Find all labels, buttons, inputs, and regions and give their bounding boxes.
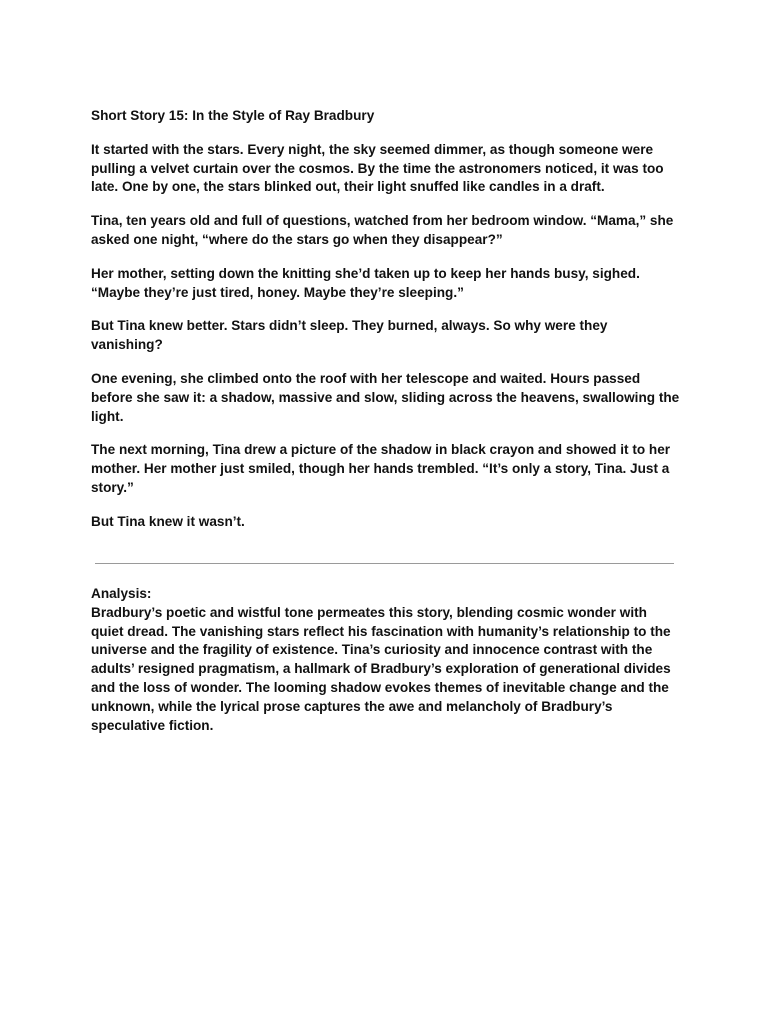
analysis-body: Bradbury’s poetic and wistful tone permeates this story, blending cosmic wonder with quiet dread. The vanishing stars reflect his fascination with humanity’s relationship to the universe and the fragility of existence. Tina’s curiosity and innocence contrast with the adults’ resigned pragmatism, a hallmark of Bradbury’s exploration of generational divides and the loss of wonder. The looming shadow evokes themes of inevitable change and the unknown, while the lyrical prose captures the awe and melancholy of Bradbury’s speculative fiction. — [91, 604, 671, 733]
story-paragraph: It started with the stars. Every night, the sky seemed dimmer, as though someone were pulling a velvet curtain over the cosmos. By the time the astronomers noticed, it was too late. One by one, the stars blinked out, their light snuffed like candles in a draft. — [91, 141, 664, 195]
analysis-section — [91, 585, 681, 735]
story-paragraph: One evening, she climbed onto the roof with her telescope and waited. Hours passed before she saw it: a shadow, massive and slow, sliding across the heavens, swallowing the light. — [91, 370, 680, 424]
story-paragraph: The next morning, Tina drew a picture of the shadow in black crayon and showed it to her mother. Her mother just smiled, though her hands trembled. “It’s only a story, Tina. Just a story.” — [91, 442, 671, 495]
analysis-heading: Analysis: — [91, 586, 152, 601]
story-paragraph: Her mother, setting down the knitting she’d taken up to keep her hands busy, sighed. “Maybe they’re just tired, honey. Maybe they’re sleeping.” — [91, 265, 640, 300]
story-paragraph: But Tina knew it wasn’t. — [91, 513, 245, 529]
story-section — [91, 107, 681, 547]
story-paragraph: But Tina knew better. Stars didn’t sleep. They burned, always. So why were they vanishing? — [91, 318, 608, 353]
story-paragraph: Tina, ten years old and full of questions, watched from her bedroom window. “Mama,” she asked one night, “where do the stars go when they disappear?” — [91, 213, 674, 247]
section-divider — [95, 563, 674, 564]
story-title: Short Story 15: In the Style of Ray Bradbury — [91, 108, 375, 123]
